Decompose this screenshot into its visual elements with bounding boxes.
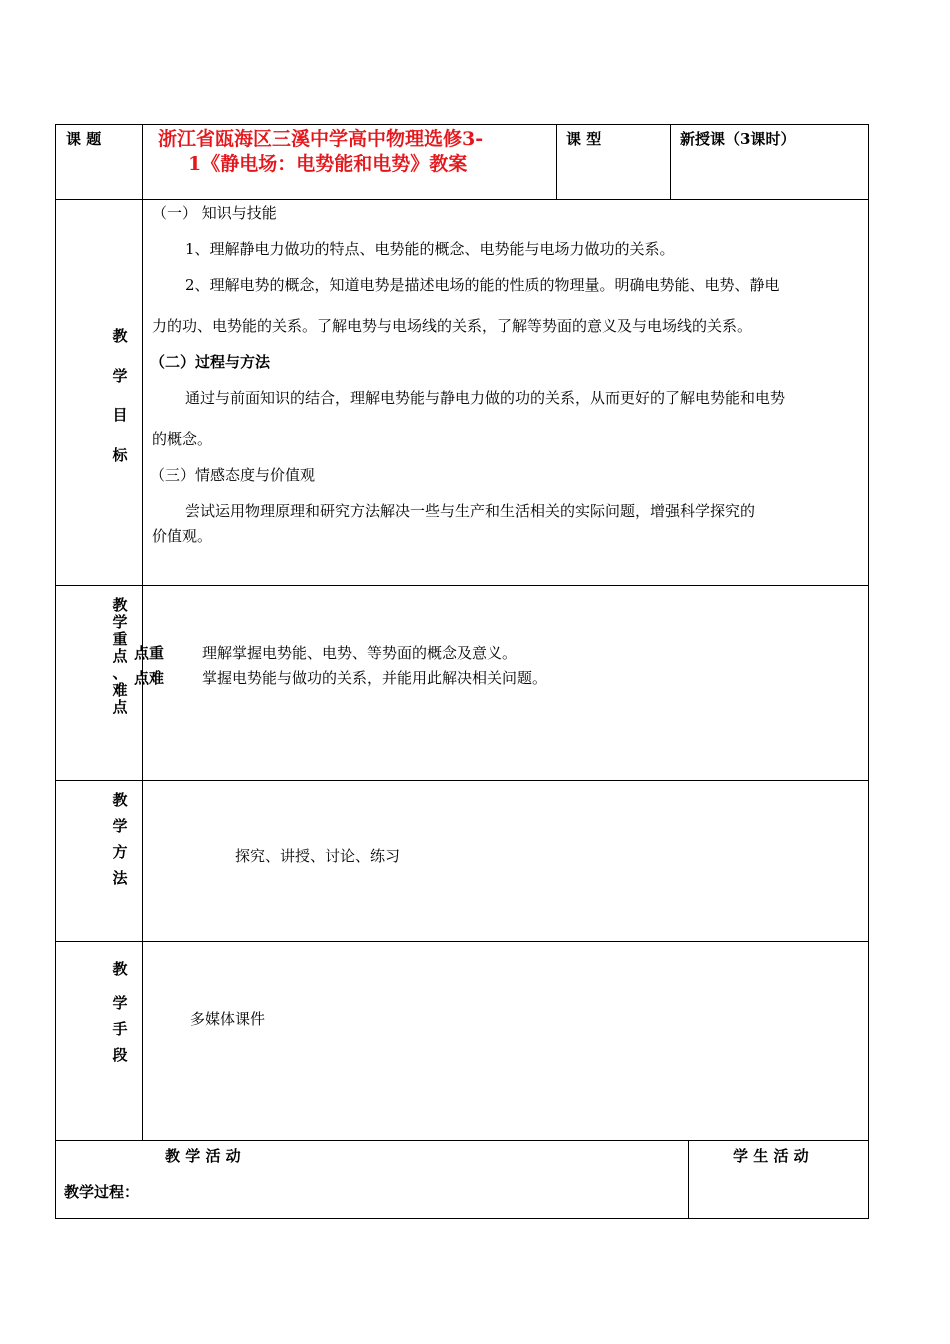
objectives-label-char: 目 bbox=[112, 406, 128, 424]
lesson-title-line2: 1《静电场：电势能和电势》教案 bbox=[188, 153, 468, 175]
label-column-divider bbox=[142, 124, 143, 1141]
table-border-bottom bbox=[55, 1218, 869, 1219]
knowledge-item-2-line2: 力的功、电势能的关系。了解电势与电场线的关系，了解等势面的意义及与电场线的关系。 bbox=[152, 317, 753, 335]
method-label-char: 学 bbox=[112, 817, 128, 835]
means-label-char: 教 bbox=[112, 960, 128, 978]
keypoints-label-char: 教 bbox=[112, 596, 128, 614]
lesson-type-value: 新授课（3课时） bbox=[680, 130, 796, 148]
knowledge-item-2-line1: 2、理解电势的概念，知道电势是描述电场的能的性质的物理量。明确电势能、电势、静电 bbox=[185, 276, 780, 294]
method-label-char: 方 bbox=[112, 843, 128, 861]
activities-divider bbox=[688, 1140, 689, 1219]
knowledge-item-1: 1、理解静电力做功的特点、电势能的概念、电势能与电场力做功的关系。 bbox=[185, 240, 675, 258]
row-divider-1 bbox=[55, 199, 869, 200]
row-divider-5 bbox=[55, 1140, 869, 1141]
process-method-heading: （二）过程与方法 bbox=[150, 353, 271, 371]
teaching-activity-header: 教 学 活 动 bbox=[165, 1147, 241, 1165]
lesson-title-line1: 浙江省瓯海区三溪中学高中物理选修3- bbox=[158, 128, 484, 150]
keypoints-label-char: 点 bbox=[112, 647, 128, 665]
keypoints-label-char: 重 bbox=[112, 630, 128, 648]
method-text: 探究、讲授、讨论、练习 bbox=[235, 847, 401, 865]
topic-label: 课 题 bbox=[66, 130, 102, 148]
header-divider-value bbox=[670, 124, 671, 200]
attitude-values-heading: （三）情感态度与价值观 bbox=[150, 466, 316, 484]
objectives-label-char: 标 bbox=[112, 446, 128, 464]
means-text: 多媒体课件 bbox=[190, 1010, 266, 1028]
attitude-values-line2: 价值观。 bbox=[152, 527, 213, 545]
objectives-label-char: 教 bbox=[112, 327, 128, 345]
means-label-char: 手 bbox=[112, 1020, 128, 1038]
teaching-process-label: 教学过程： bbox=[64, 1183, 140, 1201]
means-label-char: 段 bbox=[112, 1046, 128, 1064]
method-label-char: 法 bbox=[112, 869, 128, 887]
keypoints-label-char: 点 bbox=[112, 698, 128, 716]
student-activity-header: 学 生 活 动 bbox=[733, 1147, 809, 1165]
knowledge-skills-heading: （一） 知识与技能 bbox=[152, 204, 277, 222]
key-point-text: 理解掌握电势能、电势、等势面的概念及意义。 bbox=[202, 644, 518, 662]
table-border-left bbox=[55, 124, 56, 1219]
row-divider-2 bbox=[55, 585, 869, 586]
table-border-top bbox=[55, 124, 869, 125]
header-divider-type bbox=[556, 124, 557, 200]
process-method-line1: 通过与前面知识的结合，理解电势能与静电力做的功的关系，从而更好的了解电势能和电势 bbox=[185, 389, 786, 407]
row-divider-4 bbox=[55, 941, 869, 942]
table-border-right bbox=[868, 124, 869, 1219]
means-label-char: 学 bbox=[112, 994, 128, 1012]
keypoints-label-char: 学 bbox=[112, 613, 128, 631]
difficult-point-text: 掌握电势能与做功的关系，并能用此解决相关问题。 bbox=[202, 669, 548, 687]
row-divider-3 bbox=[55, 780, 869, 781]
keypoints-label-char: 、 bbox=[112, 664, 128, 682]
key-point-label: 点重 bbox=[134, 644, 165, 662]
keypoints-label-char: 难 bbox=[112, 681, 128, 699]
attitude-values-line1: 尝试运用物理原理和研究方法解决一些与生产和生活相关的实际问题，增强科学探究的 bbox=[185, 502, 756, 520]
process-method-line2: 的概念。 bbox=[152, 430, 213, 448]
method-label-char: 教 bbox=[112, 791, 128, 809]
objectives-label-char: 学 bbox=[112, 367, 128, 385]
lesson-type-label: 课 型 bbox=[566, 130, 602, 148]
difficult-point-label: 点难 bbox=[134, 669, 165, 687]
